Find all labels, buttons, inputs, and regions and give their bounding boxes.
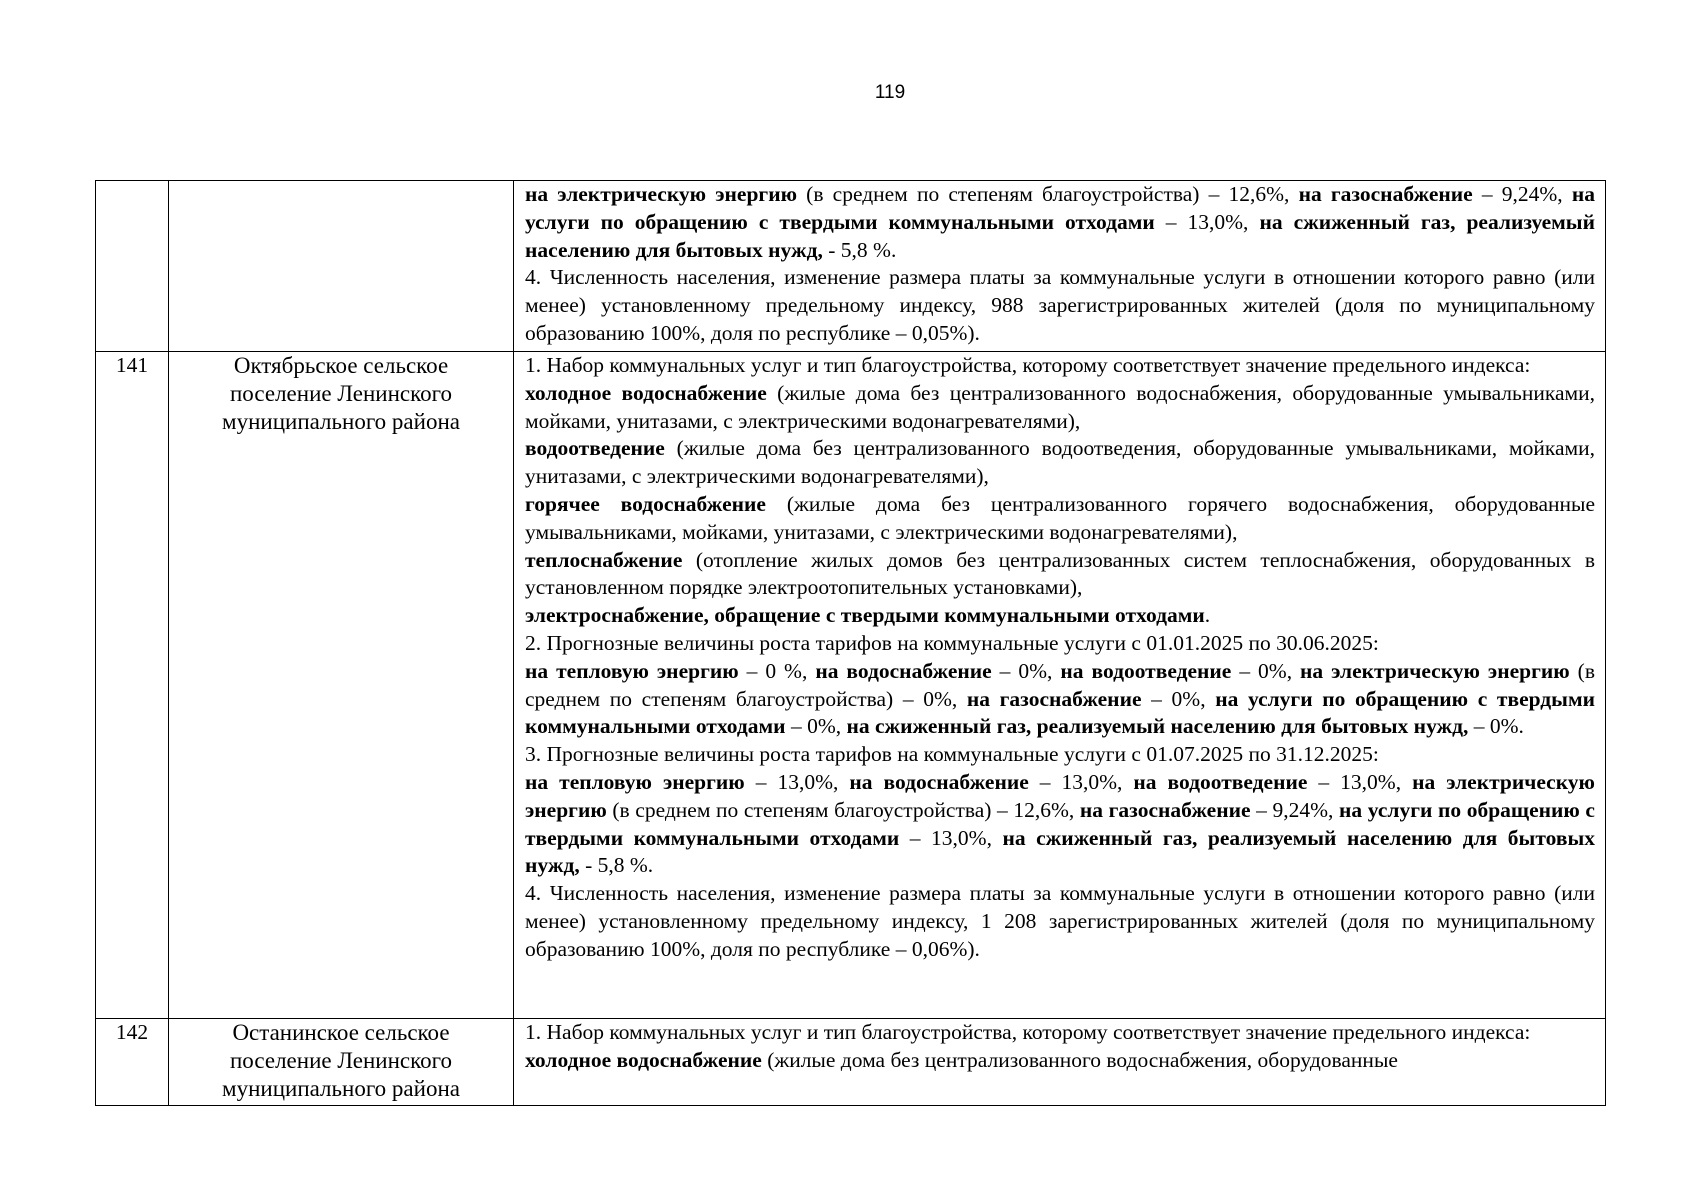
bold-text-run: на газоснабжение xyxy=(966,686,1142,711)
bold-text-run: на водоснабжение xyxy=(815,658,992,683)
bold-text-run: электроснабжение, обращение с твердыми коммунальными отходами xyxy=(525,603,1205,628)
municipality-name-line: муниципального района xyxy=(222,409,460,434)
text-run: – 9,24%, xyxy=(1250,797,1340,822)
tariff-table xyxy=(95,180,1606,1106)
table-row xyxy=(96,1019,1606,1106)
row-number-cell xyxy=(96,181,169,352)
description-paragraph xyxy=(525,658,1595,741)
bold-text-run: водоотведение xyxy=(525,436,665,461)
text-run: (жилые дома без централизованного водоснабжения, оборудованные xyxy=(761,1047,1398,1072)
bold-text-run: на сжиженный газ, реализуемый населению для бытовых нужд, xyxy=(525,825,1595,878)
description-paragraph xyxy=(525,602,1595,630)
text-run: – 13,0%, xyxy=(1154,209,1260,234)
municipality-cell xyxy=(169,352,514,1019)
municipality-name-line: поселение Ленинского xyxy=(230,1048,452,1073)
bold-text-run: на водоотведение xyxy=(1133,769,1308,794)
text-run: – 0 %, xyxy=(738,658,816,683)
bold-text-run: на газоснабжение xyxy=(1298,182,1473,206)
description-paragraph xyxy=(525,264,1595,347)
text-run: – 0%, xyxy=(785,714,847,739)
text-run: . xyxy=(1204,603,1211,628)
bold-text-run: на газоснабжение xyxy=(1079,797,1251,822)
bold-text-run: на тепловую энергию xyxy=(525,769,745,794)
description-paragraph xyxy=(525,181,1595,264)
text-run: – 9,24%, xyxy=(1472,182,1572,206)
text-run: 3. Прогнозные величины роста тарифов на коммунальные услуги с 01.07.2025 по 31.12.2025: xyxy=(525,742,1379,767)
description-paragraph xyxy=(525,547,1595,603)
text-run: – 13,0%, xyxy=(744,769,850,794)
text-run: 4. Численность населения, изменение размера платы за коммунальные услуги в отношении которого равно (или менее) установленному предельному индексу, 1 208 зарегистрированных жителей (доля по муниципальному образованию 100%, доля по республике – 0,06%). xyxy=(525,881,1595,961)
bold-text-run: на сжиженный газ, реализуемый населению для бытовых нужд, xyxy=(525,209,1595,262)
text-run: (жилые дома без централизованного водоснабжения, оборудованные умывальниками, мойками, унитазами, с электрическими водонагревателями), xyxy=(525,380,1595,433)
table-row xyxy=(96,181,1606,352)
bold-text-run: на электрическую энергию xyxy=(1300,658,1570,683)
municipality-name-line: Останинское сельское xyxy=(232,1020,450,1045)
municipality-name-line: поселение Ленинского xyxy=(230,381,452,406)
municipality-cell xyxy=(169,181,514,352)
page-number: 119 xyxy=(874,82,906,103)
municipality-name-line: муниципального района xyxy=(222,1076,460,1101)
bold-text-run: на электрическую энергию xyxy=(525,182,798,206)
text-run: 4. Численность населения, изменение размера платы за коммунальные услуги в отношении которого равно (или менее) установленному предельному индексу, 988 зарегистрированных жителей (доля по муниципальному образованию 100%, доля по республике – 0,05%). xyxy=(525,265,1595,345)
description-paragraph xyxy=(525,880,1595,963)
bold-text-run: на услуги по обращению с твердыми коммунальными отходами xyxy=(525,686,1595,739)
description-paragraph xyxy=(525,491,1595,547)
text-run: (в среднем по степеням благоустройства) – 12,6%, xyxy=(797,182,1299,206)
description-paragraph xyxy=(525,435,1595,491)
row-number: 141 xyxy=(115,353,149,377)
row-number-cell xyxy=(96,352,169,1019)
text-run: (в среднем по степеням благоустройства) – 0%, xyxy=(525,658,1595,711)
description-paragraph xyxy=(525,380,1595,436)
bold-text-run: на водоотведение xyxy=(1060,658,1232,683)
text-run: – 0%, xyxy=(1231,658,1301,683)
row-number-cell xyxy=(96,1019,169,1106)
description-paragraph xyxy=(525,741,1595,769)
text-run: – 13,0%, xyxy=(1028,769,1134,794)
description-text xyxy=(525,352,1595,964)
text-run: 1. Набор коммунальных услуг и тип благоустройства, которому соответствует значение предельного индекса: xyxy=(525,353,1531,377)
description-paragraph xyxy=(525,1047,1595,1075)
bold-text-run: на услуги по обращению с твердыми коммунальными отходами xyxy=(525,182,1595,234)
description-cell xyxy=(514,181,1606,352)
text-run: (в среднем по степеням благоустройства) – 12,6%, xyxy=(606,797,1080,822)
description-cell xyxy=(514,352,1606,1019)
bold-text-run: на услуги по обращению с твердыми коммунальными отходами xyxy=(525,797,1595,850)
description-paragraph xyxy=(525,769,1595,880)
table-row xyxy=(96,352,1606,1019)
bold-text-run: холодное водоснабжение xyxy=(525,1047,762,1072)
bold-text-run: горячее водоснабжение xyxy=(525,491,766,516)
text-run: - 5,8 %. xyxy=(579,853,654,878)
text-run: 1. Набор коммунальных услуг и тип благоустройства, которому соответствует значение предельного индекса: xyxy=(525,1020,1531,1044)
bold-text-run: на водоснабжение xyxy=(849,769,1029,794)
description-cell xyxy=(514,1019,1606,1106)
bold-text-run: на сжиженный газ, реализуемый населению для бытовых нужд, xyxy=(846,714,1469,739)
text-run: (отопление жилых домов без централизованных систем теплоснабжения, оборудованных в установленном порядке электроотопительных установками), xyxy=(525,547,1595,600)
text-run: – 13,0%, xyxy=(1307,769,1413,794)
text-run: – 0%. xyxy=(1468,714,1524,739)
bold-text-run: холодное водоснабжение xyxy=(525,380,767,405)
bold-text-run: на электрическую энергию xyxy=(525,769,1595,822)
text-run: 2. Прогнозные величины роста тарифов на коммунальные услуги с 01.01.2025 по 30.06.2025: xyxy=(525,630,1379,655)
text-run: (жилые дома без централизованного водоотведения, оборудованные умывальниками, мойками, унитазами, с электрическими водонагревателями), xyxy=(525,436,1595,489)
municipality-cell xyxy=(169,1019,514,1106)
description-text xyxy=(525,1019,1595,1075)
municipality-name-line: Октябрьское сельское xyxy=(233,353,449,378)
bold-text-run: теплоснабжение xyxy=(525,547,683,572)
text-run: – 0%, xyxy=(1141,686,1216,711)
bold-text-run: на тепловую энергию xyxy=(525,658,739,683)
text-run: (жилые дома без централизованного горячего водоснабжения, оборудованные умывальниками, мойками, унитазами, с электрическими водонагревателями), xyxy=(525,491,1595,544)
text-run: - 5,8 %. xyxy=(822,237,897,262)
text-run: – 13,0%, xyxy=(899,825,1003,850)
text-run: – 0%, xyxy=(991,658,1061,683)
description-paragraph xyxy=(525,630,1595,658)
description-paragraph xyxy=(525,1019,1595,1047)
description-paragraph xyxy=(525,352,1595,380)
row-number: 142 xyxy=(115,1020,149,1044)
description-text xyxy=(525,181,1595,348)
